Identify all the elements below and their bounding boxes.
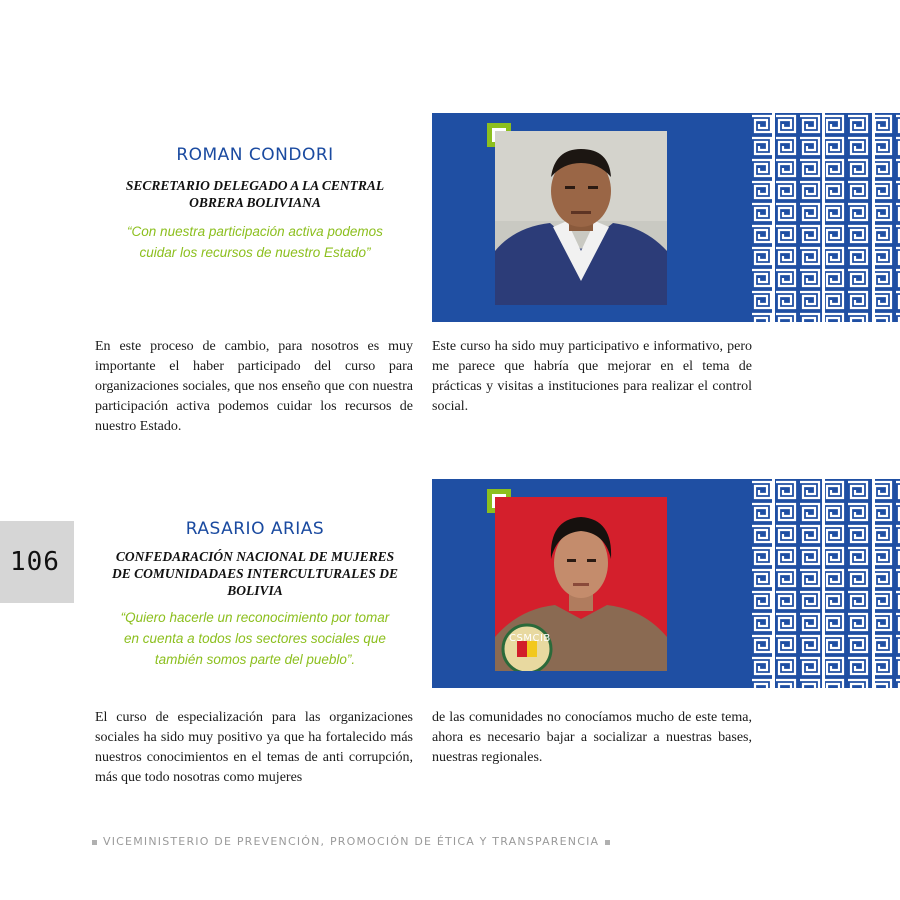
profile-1-quote [95,221,415,263]
profile-2-quote-line: en cuenta a todos los sectores sociales que [124,631,386,646]
footer [86,835,646,848]
profile-1-role-line: OBRERA BOLIVIANA [189,195,321,210]
greek-key-pattern [750,479,900,688]
profile-1-body-left: En este proceso de cambio, para nosotros es muy importante el haber participado del curso para organizaciones sociales, que nos enseño que con nuestra participación activa podemos cuidar los recursos de nuestro Estado. [95,339,413,434]
woman-portrait-image [495,497,667,671]
profile-1-photo-panel [432,113,900,322]
profile-2-quote-line: “Quiero hacerle un reconocimiento por tomar [120,610,390,625]
profile-1-quote-line: cuidar los recursos de nuestro Estado” [139,245,371,260]
profile-1-role-line: SECRETARIO DELEGADO A LA CENTRAL [125,178,385,193]
greek-key-pattern [750,113,900,322]
profile-2-role-line: BOLIVIA [227,583,283,598]
man-portrait-image [495,131,667,305]
badge-label: CSMCIB [509,633,551,644]
profile-1-body-right: Este curso ha sido muy participativo e informativo, pero me parece que habría que mejorar en el tema de prácticas y visitas a instituciones para realizar el control social. [432,339,752,414]
profile-1-role [95,177,415,211]
profile-2-role [95,548,415,599]
profile-2-quote [95,607,415,670]
profile-1-quote-line: “Con nuestra participación activa podemos [127,224,383,239]
profile-2-role-line: CONFEDARACIÓN NACIONAL DE MUJERES [115,549,395,564]
profile-2-photo-panel [432,479,900,688]
profile-1-photo [495,131,667,305]
profile-2-body-left: El curso de especialización para las organizaciones sociales ha sido muy positivo ya que ha fortalecido más nuestros conocimientos en el temas de anti corrupción, más que todo nosotras como mujeres [95,710,413,785]
profile-1-name: ROMAN CONDORI [176,145,334,165]
profile-2-quote-line: también somos parte del pueblo”. [154,652,356,667]
page-number-tab [0,521,74,603]
profile-2-body-right: de las comunidades no conocíamos mucho de este tema, ahora es necesario bajar a socializar a nuestras bases, nuestras regionales. [432,710,752,765]
profile-2-name: RASARIO ARIAS [185,519,325,539]
profile-2-role-line: DE COMUNIDADAES INTERCULTURALES DE [112,566,398,581]
profile-2-photo [495,497,667,671]
footer-bullet-icon [605,840,610,845]
page-number: 106 [10,547,60,577]
footer-text: VICEMINISTERIO DE PREVENCIÓN, PROMOCIÓN DE ÉTICA Y TRANSPARENCIA [103,835,600,848]
footer-bullet-icon [92,840,97,845]
